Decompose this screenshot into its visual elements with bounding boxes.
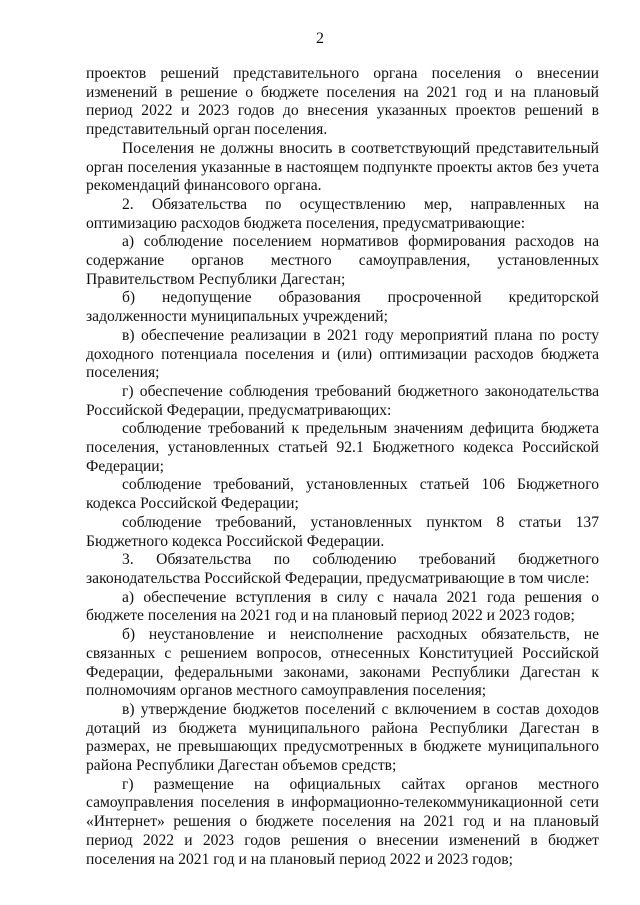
paragraph: 3. Обязательства по соблюдению требований бюджетного законодательства Российской Федерации, предусматривающие в том числе: bbox=[86, 551, 599, 587]
paragraph: г) размещение на официальных сайтах органов местного самоуправления поселения в информационно-телекоммуникационной сети «Интернет» решения о бюджете поселения на 2021 год и на плановый период 2022 и 2023 годов решения о внесении изменений в бюджет поселения на 2021 год и на плановый период 2022 и 2023 годов; bbox=[86, 775, 599, 868]
paragraph: соблюдение требований к предельным значениям дефицита бюджета поселения, установленных статьей 92.1 Бюджетного кодекса Российской Федерации; bbox=[86, 420, 599, 475]
paragraph: проектов решений представительного органа поселения о внесении изменений в решение о бюджете поселения на 2021 год и на плановый период 2022 и 2023 годов до внесения указанных проектов решений в представительный орган поселения. bbox=[86, 65, 599, 139]
document-body bbox=[86, 65, 599, 869]
page-number: 2 bbox=[316, 30, 324, 47]
paragraph: в) утверждение бюджетов поселений с включением в состав доходов дотаций из бюджета муниципального района Республики Дагестан в размерах, не превышающих предусмотренных в бюджете муниципального района Республики Дагестан объемов средств; bbox=[86, 700, 599, 775]
paragraph: соблюдение требований, установленных пунктом 8 статьи 137 Бюджетного кодекса Российской Федерации. bbox=[86, 513, 599, 550]
paragraph: 2. Обязательства по осуществлению мер, направленных на оптимизацию расходов бюджета поселения, предусматривающие: bbox=[86, 195, 599, 232]
paragraph: соблюдение требований, установленных статьей 106 Бюджетного кодекса Российской Федерации; bbox=[86, 476, 599, 513]
paragraph: г) обеспечение соблюдения требований бюджетного законодательства Российской Федерации, предусматривающих: bbox=[86, 382, 599, 419]
paragraph: б) неустановление и неисполнение расходных обязательств, не связанных с решением вопросов, отнесенных Конституцией Российской Федерации, федеральными законами, законами Республики Дагестан к полномочиям органов местного самоуправления поселения; bbox=[86, 626, 599, 700]
paragraph: в) обеспечение реализации в 2021 году мероприятий плана по росту доходного потенциала поселения и (или) оптимизации расходов бюджета поселения; bbox=[86, 326, 599, 382]
paragraph: а) соблюдение поселением нормативов формирования расходов на содержание органов местного самоуправления, установленных Правительством Республики Дагестан; bbox=[86, 233, 599, 288]
paragraph: а) обеспечение вступления в силу с начала 2021 года решения о бюджете поселения на 2021 год и на плановый период 2022 и 2023 годов; bbox=[86, 588, 599, 625]
paragraph: Поселения не должны вносить в соответствующий представительный орган поселения указанные в настоящем подпункте проекты актов без учета рекомендаций финансового органа. bbox=[86, 139, 599, 195]
paragraph: б) недопущение образования просроченной кредиторской задолженности муниципальных учреждений; bbox=[86, 289, 599, 326]
